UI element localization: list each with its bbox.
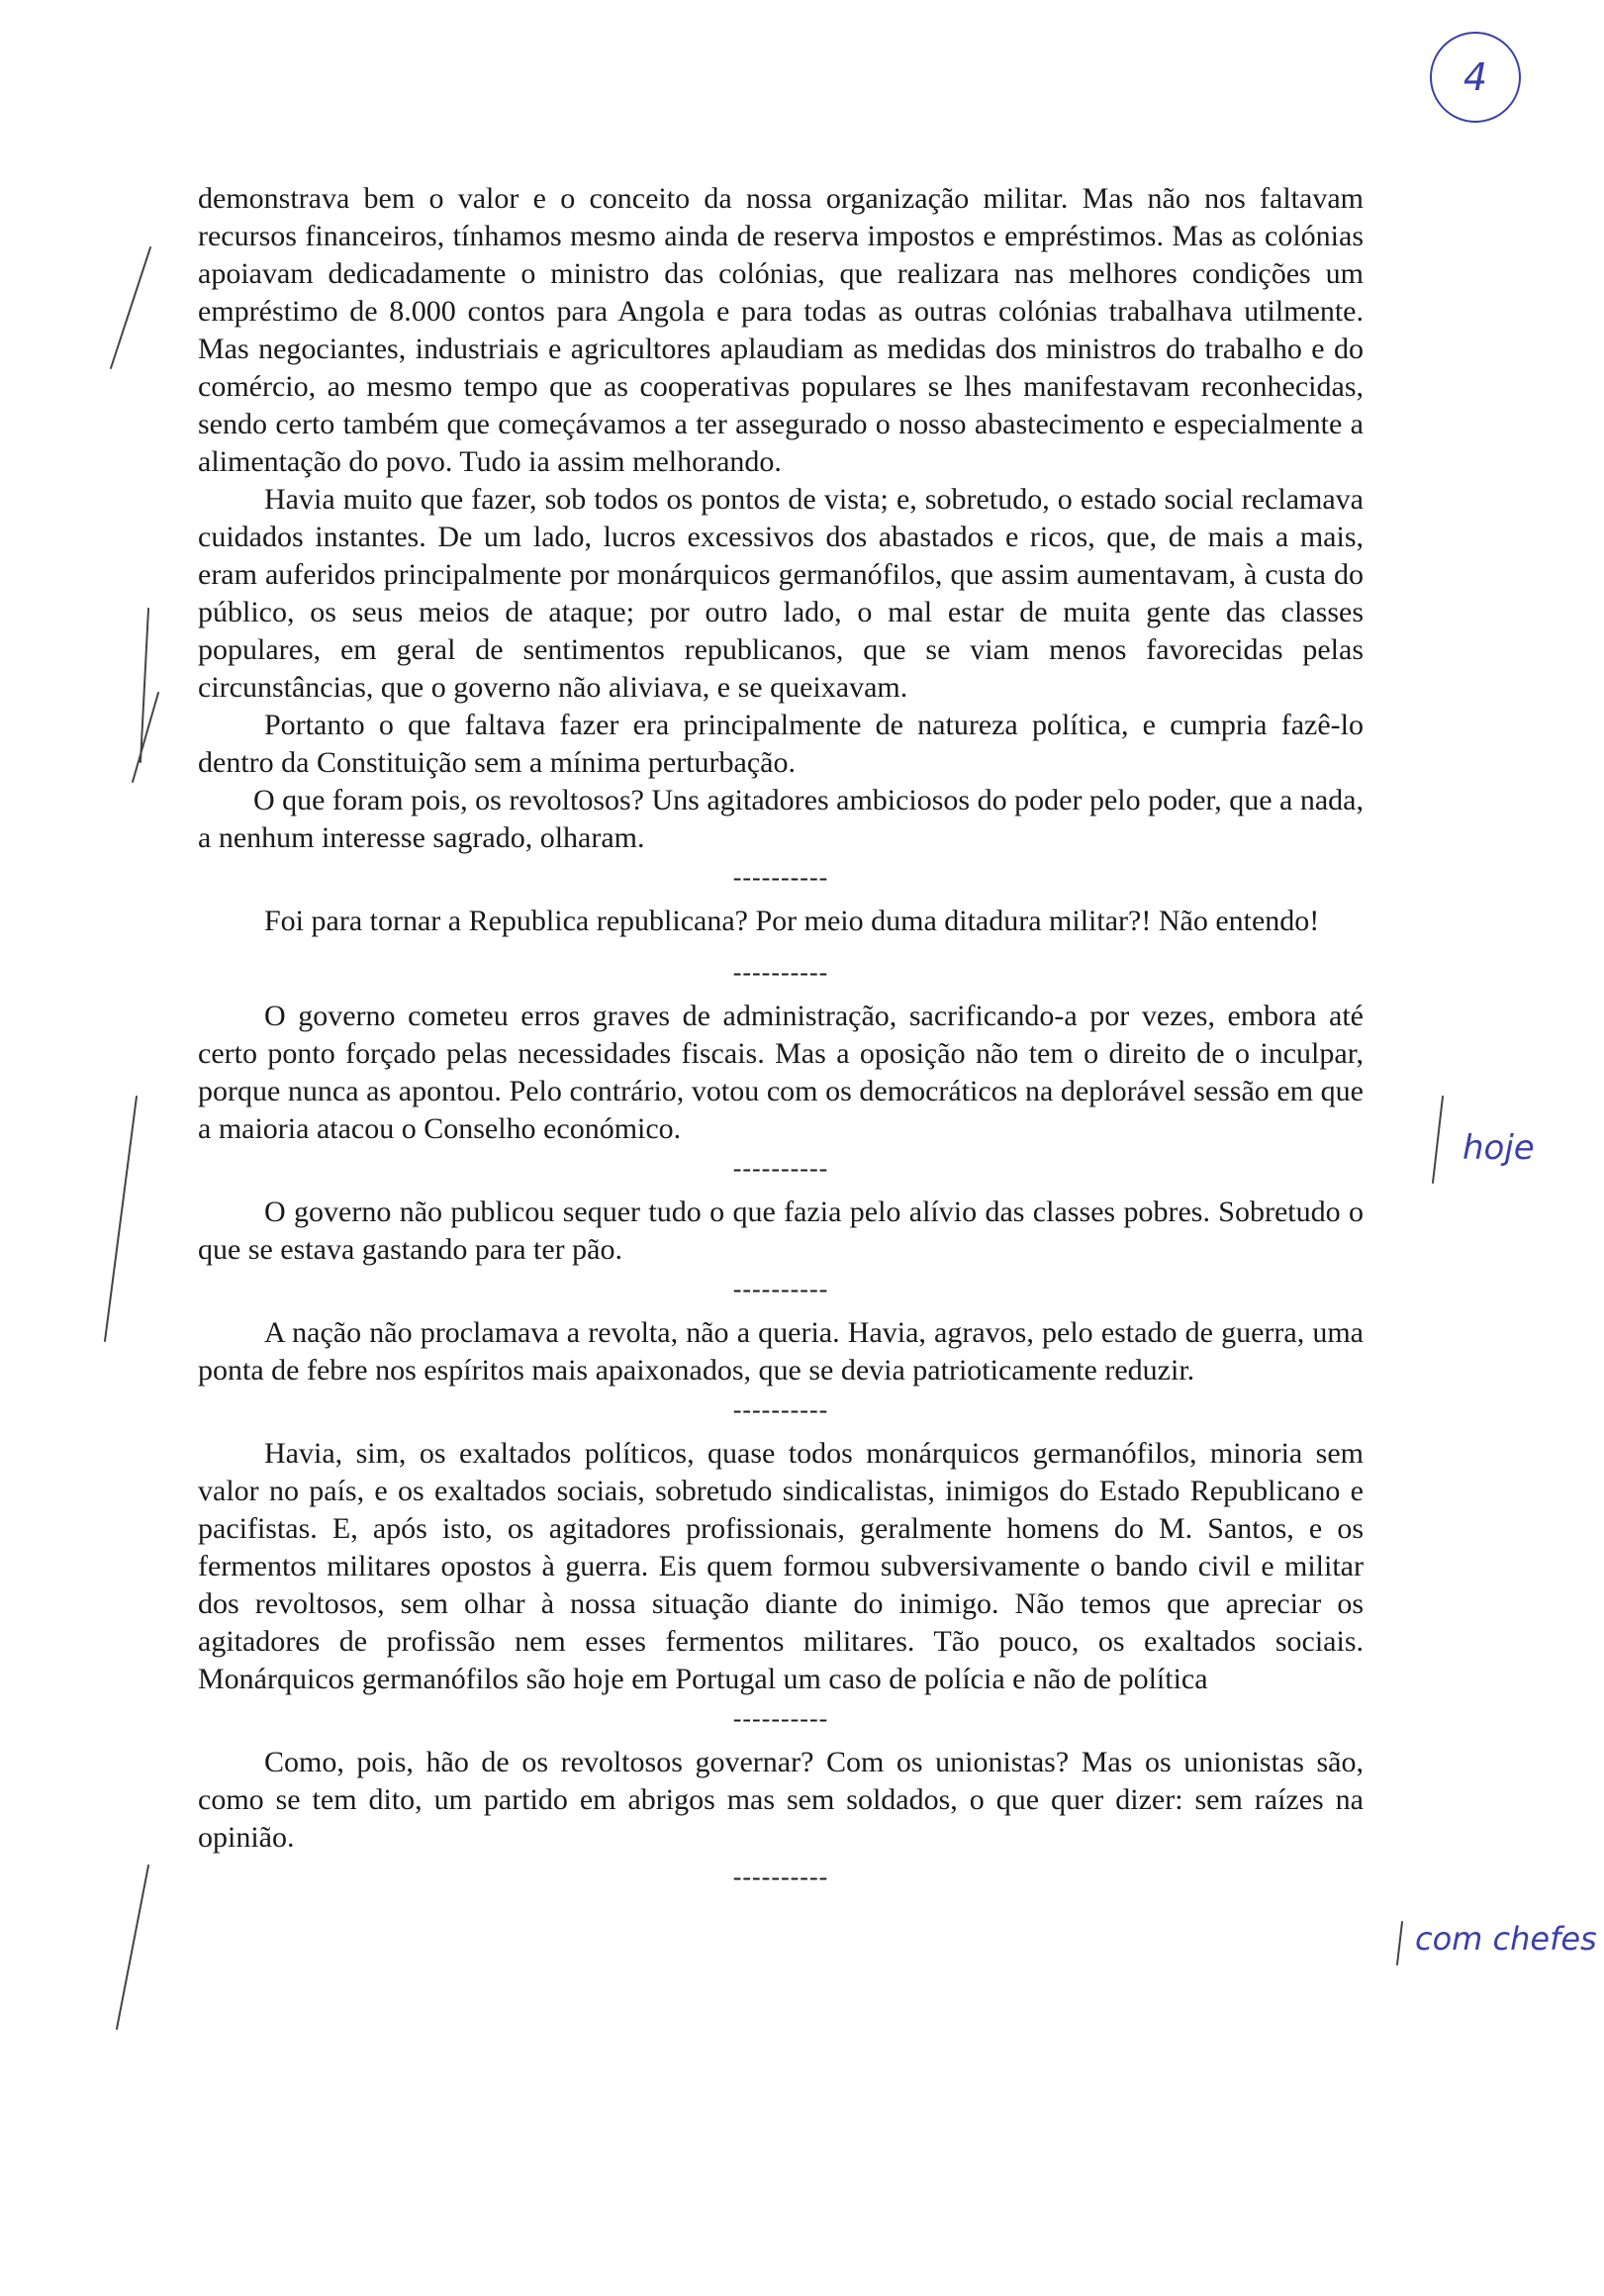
page-number: 4 bbox=[1462, 55, 1488, 99]
paragraph: O que foram pois, os revoltosos? Uns agitadores ambiciosos do poder pelo poder, que a nada, a nenhum interesse sagrado, olharam. bbox=[198, 784, 1364, 854]
separator: ---------- bbox=[732, 1395, 829, 1424]
paragraph: Havia muito que fazer, sob todos os pontos de vista; e, sobretudo, o estado social reclamava cuidados instantes. De um lado, lucros excessivos dos abastados e ricos, que, de mais a mais, eram auferidos principalmente por monárquicos germanófilos, que assim aumentavam, à custa do público, os seus meios de ataque; por outro lado, o mal estar de muita gente das classes populares, em geral de sentimentos republicanos, que se viam menos favorecidas pelas circunstâncias, que o governo não aliviava, e se queixavam. bbox=[198, 483, 1364, 704]
document-body bbox=[198, 180, 1364, 1902]
paragraph: Como, pois, hão de os revoltosos governar? Com os unionistas? Mas os unionistas são, como se tem dito, um partido em abrigos mas sem soldados, o que quer dizer: sem raízes na opinião. bbox=[198, 1746, 1364, 1854]
paragraph: A nação não proclamava a revolta, não a queria. Havia, agravos, pelo estado de guerra, uma ponta de febre nos espíritos mais apaixonados, que se devia patrioticamente reduzir. bbox=[198, 1316, 1364, 1387]
separator: ---------- bbox=[732, 1704, 829, 1733]
paragraph: Foi para tornar a Republica republicana? Por meio duma ditadura militar?! Não entendo! bbox=[264, 905, 1320, 937]
paragraph: Portanto o que faltava fazer era principalmente de natureza política, e cumpria fazê-lo dentro da Constituição sem a mínima perturbação. bbox=[198, 709, 1364, 779]
separator: ---------- bbox=[732, 958, 829, 987]
margin-note-com-chefes: com chefes bbox=[1415, 1920, 1597, 1958]
separator: ---------- bbox=[732, 1275, 829, 1303]
separator: ---------- bbox=[732, 1154, 829, 1183]
separator: ---------- bbox=[732, 1863, 829, 1891]
paragraph: Havia, sim, os exaltados políticos, quase todos monárquicos germanófilos, minoria sem valor no país, e os exaltados sociais, sobretudo sindicalistas, inimigos do Estado Republicano e pacifistas. E, após isto, os agitadores profissionais, geralmente homens do M. Santos, e os fermentos militares opostos à guerra. Eis quem formou subversivamente o bando civil e militar dos revoltosos, sem olhar à nossa situação diante do inimigo. Não temos que apreciar os agitadores de profissão nem esses fermentos militares. Tão pouco, os exaltados sociais. Monárquicos germanófilos são hoje em Portugal um caso de polícia e não de política bbox=[198, 1437, 1364, 1695]
margin-note-hoje: hoje bbox=[1462, 1128, 1535, 1168]
paragraph: demonstrava bem o valor e o conceito da nossa organização militar. Mas não nos faltavam recursos financeiros, tínhamos mesmo ainda de reserva impostos e empréstimos. Mas as colónias apoiavam dedicadamente o ministro das colónias, que realizara nas melhores condições um empréstimo de 8.000 contos para Angola e para todas as outras colónias trabalhava utilmente. Mas negociantes, industriais e agricultores aplaudiam as medidas dos ministros do trabalho e do comércio, ao mesmo tempo que as cooperativas populares se lhes manifestavam reconhecidas, sendo certo também que começávamos a ter assegurado o nosso abastecimento e especialmente a alimentação do povo. Tudo ia assim melhorando. bbox=[198, 182, 1364, 478]
paragraph: O governo cometeu erros graves de administração, sacrificando-a por vezes, embora até certo ponto forçado pelas necessidades fiscais. Mas a oposição não tem o direito de o inculpar, porque nunca as apontou. Pelo contrário, votou com os democráticos na deplorável sessão em que a maioria atacou o Conselho económico. bbox=[198, 1000, 1364, 1145]
separator: ---------- bbox=[732, 863, 829, 892]
paragraph: O governo não publicou sequer tudo o que fazia pelo alívio das classes pobres. Sobretudo o que se estava gastando para ter pão. bbox=[198, 1196, 1364, 1266]
